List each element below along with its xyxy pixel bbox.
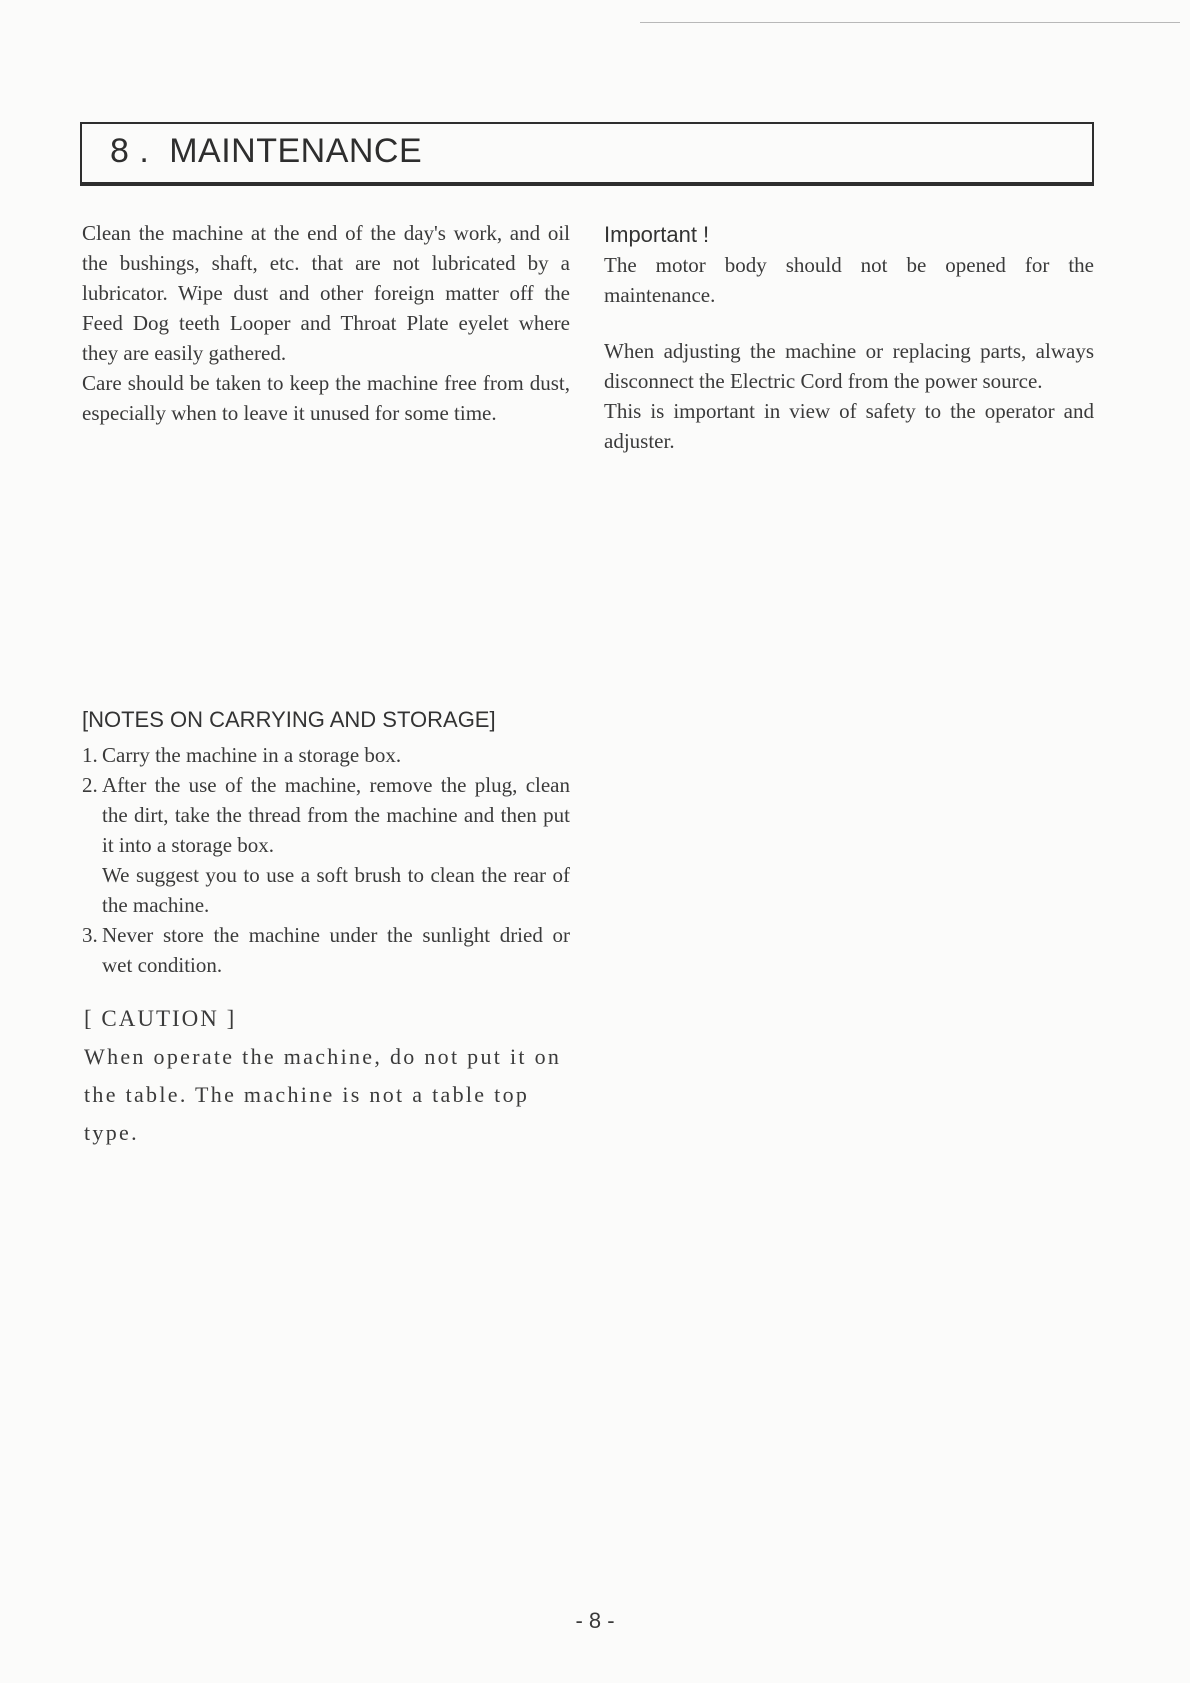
list-item [82,860,570,920]
item-text: Carry the machine in a storage box. [102,743,402,767]
item-text: After the use of the machine, remove the plug, clean the dirt, take the thread from the machine and then put it into a storage box. [102,773,570,857]
caution-text: When operate the machine, do not put it on the table. The machine is not a table top type. [84,1044,562,1145]
dust-paragraph: Care should be taken to keep the machine free from dust, especially when to leave it unused for some time. [82,371,570,425]
notes-title: [NOTES ON CARRYING AND STORAGE] [82,707,496,732]
list-item [82,740,570,770]
item-number: 2. [82,773,98,797]
list-item [82,920,570,980]
top-rule [640,22,1180,23]
item-text: Never store the machine under the sunlight dried or wet condition. [102,923,570,977]
maintenance-instructions [82,218,570,428]
motor-paragraph: The motor body should not be opened for the maintenance. [604,253,1094,307]
caution-title: [ CAUTION ] [84,1006,237,1031]
cleaning-paragraph: Clean the machine at the end of the day's work, and oil the bushings, shaft, etc. that are not lubricated by a lubricator. Wipe dust and other foreign matter off the Feed Dog teeth Looper and Throat Plate eyelet where they are easily gathered. [82,221,570,365]
safety-paragraph: This is important in view of safety to the operator and adjuster. [604,399,1094,453]
page-number: - 8 - [575,1608,615,1633]
caution-block [84,1006,564,1152]
carrying-storage-notes [82,704,570,980]
notes-list [82,740,570,980]
section-title-box [80,122,1094,184]
item-number: 3. [82,923,98,947]
item-number: 1. [82,743,98,767]
section-title: 8 . MAINTENANCE [110,132,423,170]
important-notice [604,220,1094,456]
item-text: We suggest you to use a soft brush to clean the rear of the machine. [102,863,570,917]
list-item [82,770,570,860]
important-heading: Important ! [604,222,710,247]
disconnect-paragraph: When adjusting the machine or replacing parts, always disconnect the Electric Cord from the power source. [604,339,1094,393]
